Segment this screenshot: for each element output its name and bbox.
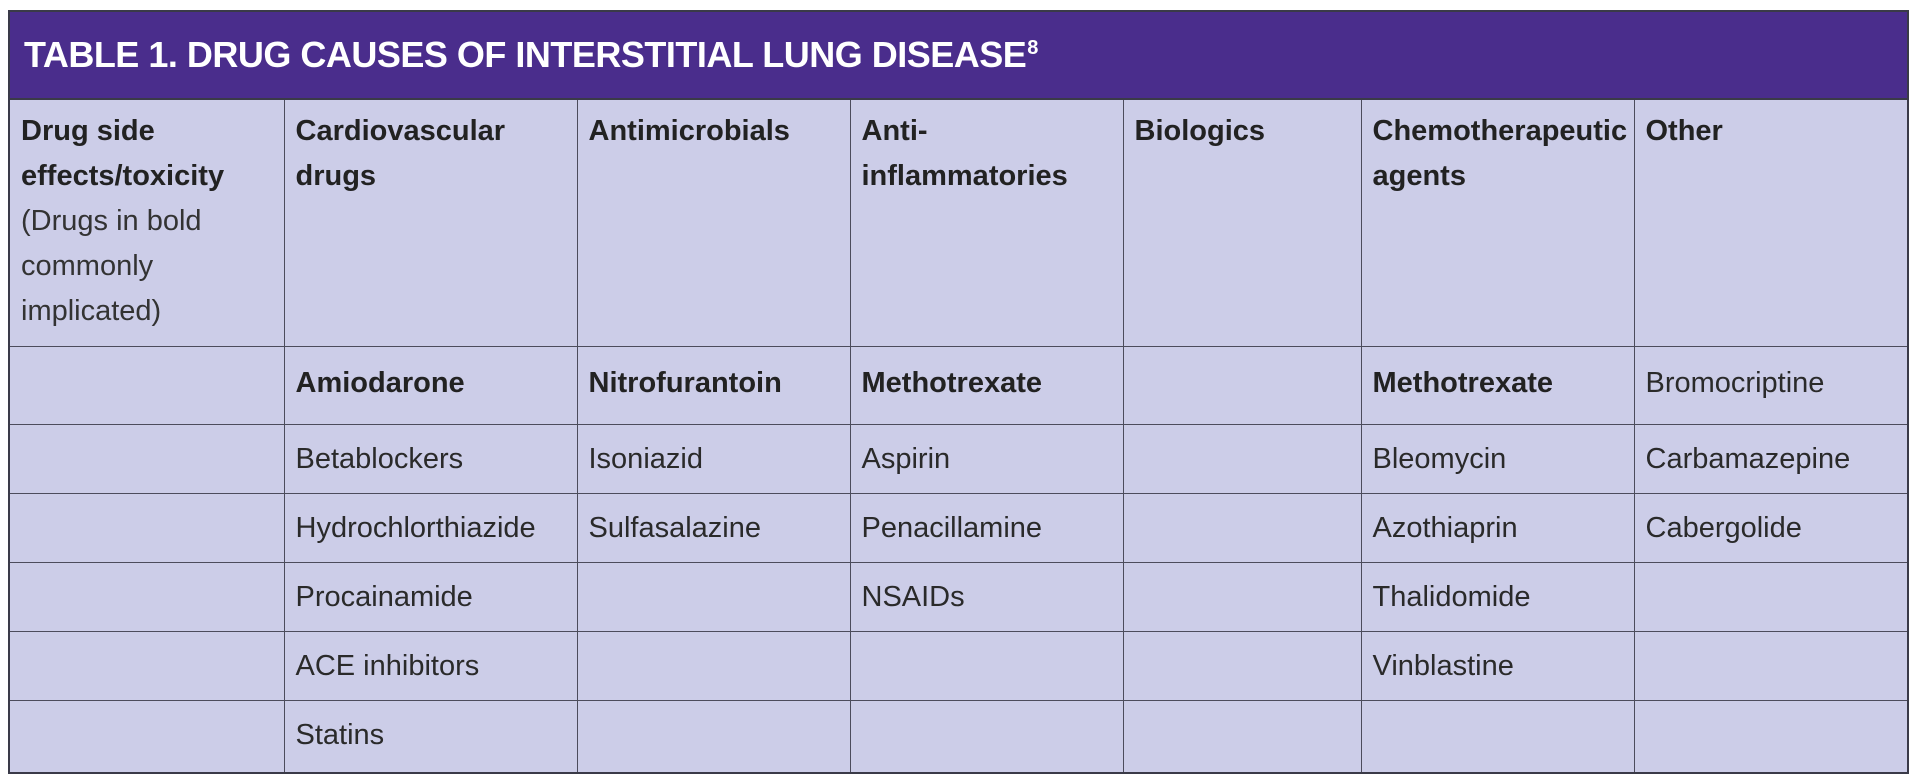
table-cell: Nitrofurantoin [577,346,850,424]
table-cell: Carbamazepine [1634,424,1909,493]
table-cell: Aspirin [850,424,1123,493]
table-cell [850,700,1123,774]
header-label: Drug side effects/toxicity [21,115,225,192]
header-cell [1634,100,1909,346]
table-cell [1123,700,1361,774]
table-row [10,493,1909,562]
header-cell [577,100,850,346]
table-cell [577,562,850,631]
header-cell [284,100,577,346]
table-cell: Amiodarone [284,346,577,424]
table-cell: Statins [284,700,577,774]
title-footnote: 8 [1027,37,1038,59]
table-cell [1123,562,1361,631]
header-label: Antimicrobials [588,115,790,147]
table-cell: Vinblastine [1361,631,1634,700]
table-title-text: TABLE 1. DRUG CAUSES OF INTERSTITIAL LUNG DISEASE [24,34,1027,75]
table-cell: Betablockers [284,424,577,493]
header-cell [10,100,284,346]
table-row [10,631,1909,700]
table-title-bar [10,12,1907,100]
table-cell: Thalidomide [1361,562,1634,631]
table-row [10,424,1909,493]
table-cell [1123,424,1361,493]
table-title [24,34,1038,76]
table-cell: Isoniazid [577,424,850,493]
table-cell: ACE inhibitors [284,631,577,700]
table-cell: Methotrexate [850,346,1123,424]
table-cell [10,631,284,700]
header-label: Biologics [1134,115,1266,147]
table-cell [1123,631,1361,700]
table-cell: Penacillamine [850,493,1123,562]
table-cell [1634,700,1909,774]
table-cell [1634,562,1909,631]
table-cell: NSAIDs [850,562,1123,631]
table-cell [10,562,284,631]
table-header-row [10,100,1909,346]
header-sublabel: (Drugs in bold commonly implicated) [21,205,202,327]
table-cell: Bleomycin [1361,424,1634,493]
table-cell [10,424,284,493]
table-cell [1123,493,1361,562]
table-cell: Bromocriptine [1634,346,1909,424]
table-cell [10,346,284,424]
header-label: Cardiovascular drugs [295,115,506,192]
table-cell: Hydrochlorthiazide [284,493,577,562]
table-row [10,346,1909,424]
header-label: Other [1645,115,1723,147]
header-label: Chemotherapeutic agents [1372,115,1628,192]
table-cell: Methotrexate [1361,346,1634,424]
drug-causes-table [10,100,1909,774]
header-label: Anti-inflammatories [861,115,1068,192]
table-cell [10,700,284,774]
table-row [10,562,1909,631]
header-cell [1361,100,1634,346]
table-cell [1123,346,1361,424]
header-cell [1123,100,1361,346]
table-cell [1634,631,1909,700]
header-cell [850,100,1123,346]
drug-table-figure [8,10,1909,774]
table-cell: Procainamide [284,562,577,631]
table-cell [577,631,850,700]
table-cell [10,493,284,562]
table-cell [577,700,850,774]
table-cell [1361,700,1634,774]
table-cell: Cabergolide [1634,493,1909,562]
table-row [10,700,1909,774]
table-cell: Sulfasalazine [577,493,850,562]
table-cell [850,631,1123,700]
table-cell: Azothiaprin [1361,493,1634,562]
